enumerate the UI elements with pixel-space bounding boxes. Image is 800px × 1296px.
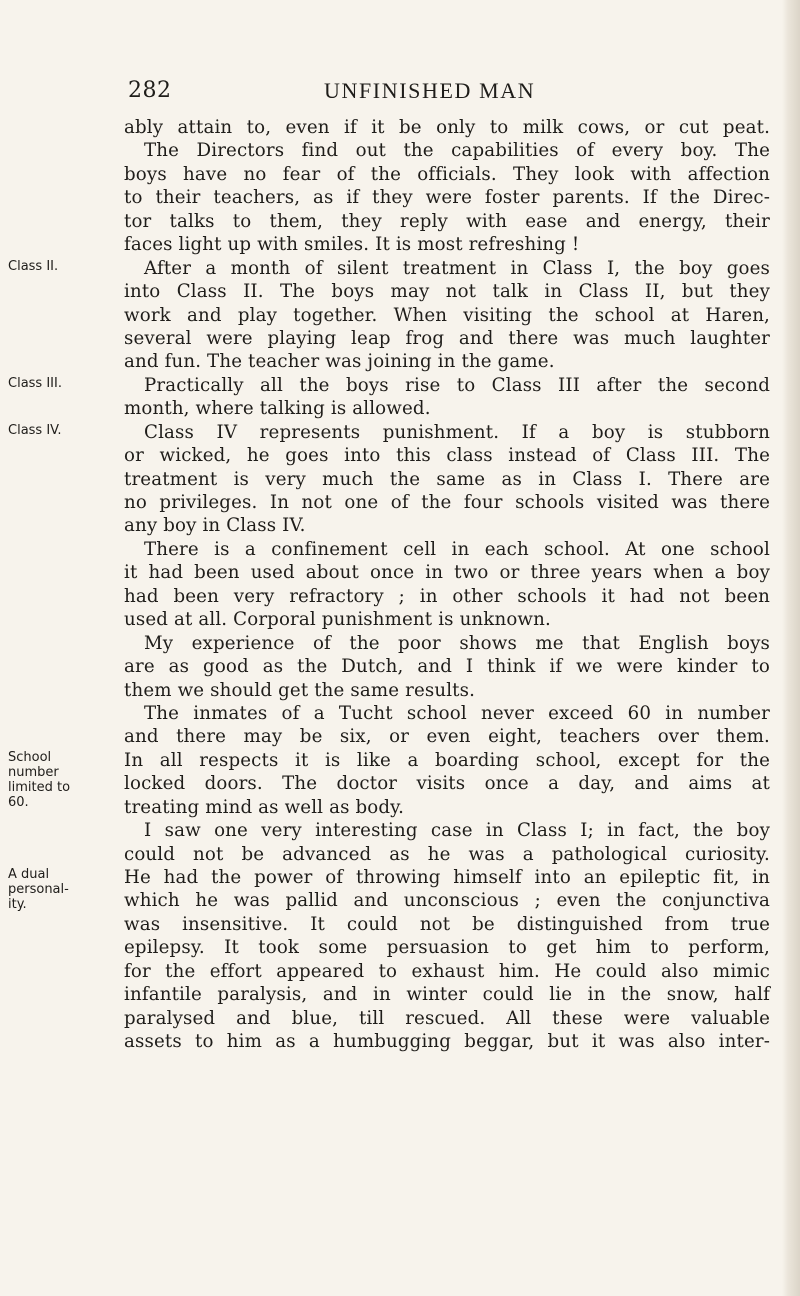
text-line: and there may be six, or even eight, teachers over them. bbox=[124, 726, 770, 748]
text-line: was insensitive. It could not be distinguished from true bbox=[124, 913, 770, 935]
sidenote-school-number bbox=[8, 750, 116, 810]
sidenote-school-number-line: limited to bbox=[8, 780, 71, 795]
text-line: In all respects it is like a boarding school, except for the bbox=[124, 749, 770, 771]
text-line: had been very refractory ; in other schools it had not been bbox=[124, 585, 770, 607]
text-line: There is a confinement cell in each school. At one school bbox=[144, 538, 770, 560]
text-line: The Directors find out the capabilities of every boy. The bbox=[144, 140, 770, 162]
sidenote-class-iii-text: Class III. bbox=[8, 376, 62, 391]
sidenote-dual-personality bbox=[8, 867, 116, 912]
text-line: I saw one very interesting case in Class I; in fact, the boy bbox=[144, 820, 770, 842]
text-line: are as good as the Dutch, and I think if we were kinder to bbox=[124, 656, 770, 678]
text-line: them we should get the same results. bbox=[124, 679, 476, 701]
body-text bbox=[124, 116, 770, 1054]
text-line: locked doors. The doctor visits once a day, and aims at bbox=[124, 773, 770, 795]
sidenote-dual-personality-line: A dual bbox=[8, 867, 50, 882]
text-line: After a month of silent treatment in Class I, the boy goes bbox=[144, 257, 770, 279]
sidenote-class-iii bbox=[8, 376, 116, 391]
text-line: tor talks to them, they reply with ease and energy, their bbox=[124, 210, 770, 232]
text-line: no privileges. In not one of the four schools visited was there bbox=[124, 492, 770, 513]
text-line: boys have no fear of the officials. They look with affection bbox=[124, 163, 770, 185]
page-number: 282 bbox=[128, 78, 172, 103]
page-edge-shadow bbox=[782, 0, 800, 1296]
sidenote-school-number-line: number bbox=[8, 765, 59, 780]
sidenote-class-ii bbox=[8, 259, 116, 274]
text-line: paralysed and blue, till rescued. All these were valuable bbox=[124, 1007, 770, 1029]
text-line: and fun. The teacher was joining in the game. bbox=[124, 351, 555, 373]
text-line: which he was pallid and unconscious ; even the conjunctiva bbox=[124, 890, 770, 912]
text-line: any boy in Class IV. bbox=[124, 515, 306, 537]
text-line: it had been used about once in two or three years when a boy bbox=[124, 562, 770, 584]
text-line: or wicked, he goes into this class instead of Class III. The bbox=[124, 445, 770, 467]
running-title: UNFINISHED MAN bbox=[324, 78, 536, 103]
sidenote-class-ii-text: Class II. bbox=[8, 259, 59, 274]
sidenote-school-number-line: School bbox=[8, 750, 52, 765]
text-line: My experience of the poor shows me that English boys bbox=[144, 632, 770, 654]
text-line: He had the power of throwing himself into an epileptic fit, in bbox=[124, 867, 770, 888]
text-line: treatment is very much the same as in Class I. There are bbox=[124, 468, 770, 490]
text-line: for the effort appeared to exhaust him. He could also mimic bbox=[124, 960, 770, 982]
text-line: epilepsy. It took some persuasion to get him to perform, bbox=[124, 937, 770, 959]
page-header bbox=[128, 78, 768, 108]
text-line: could not be advanced as he was a pathological curiosity. bbox=[124, 843, 770, 865]
text-line: ably attain to, even if it be only to milk cows, or cut peat. bbox=[124, 117, 770, 138]
text-line: treating mind as well as body. bbox=[124, 796, 405, 818]
sidenote-dual-personality-line: personal- bbox=[8, 882, 69, 897]
text-line: work and play together. When visiting the school at Haren, bbox=[124, 304, 770, 326]
text-line: used at all. Corporal punishment is unknown. bbox=[124, 609, 551, 631]
text-line: into Class II. The boys may not talk in Class II, but they bbox=[124, 281, 770, 303]
sidenote-school-number-line: 60. bbox=[8, 795, 29, 810]
text-line: several were playing leap frog and there was much laughter bbox=[124, 327, 770, 349]
sidenote-class-iv bbox=[8, 423, 116, 438]
sidenote-dual-personality-line: ity. bbox=[8, 897, 27, 912]
text-line: The inmates of a Tucht school never exceed 60 in number bbox=[144, 702, 770, 724]
text-line: assets to him as a humbugging beggar, but it was also inter- bbox=[124, 1031, 770, 1053]
text-line: Class IV represents punishment. If a boy is stubborn bbox=[144, 421, 770, 443]
text-line: Practically all the boys rise to Class III after the second bbox=[144, 374, 770, 396]
text-line: to their teachers, as if they were foster parents. If the Direc- bbox=[124, 187, 770, 209]
text-line: faces light up with smiles. It is most refreshing ! bbox=[124, 234, 580, 256]
text-line: month, where talking is allowed. bbox=[124, 398, 431, 420]
sidenote-class-iv-text: Class IV. bbox=[8, 423, 62, 438]
text-line: infantile paralysis, and in winter could lie in the snow, half bbox=[124, 984, 770, 1006]
